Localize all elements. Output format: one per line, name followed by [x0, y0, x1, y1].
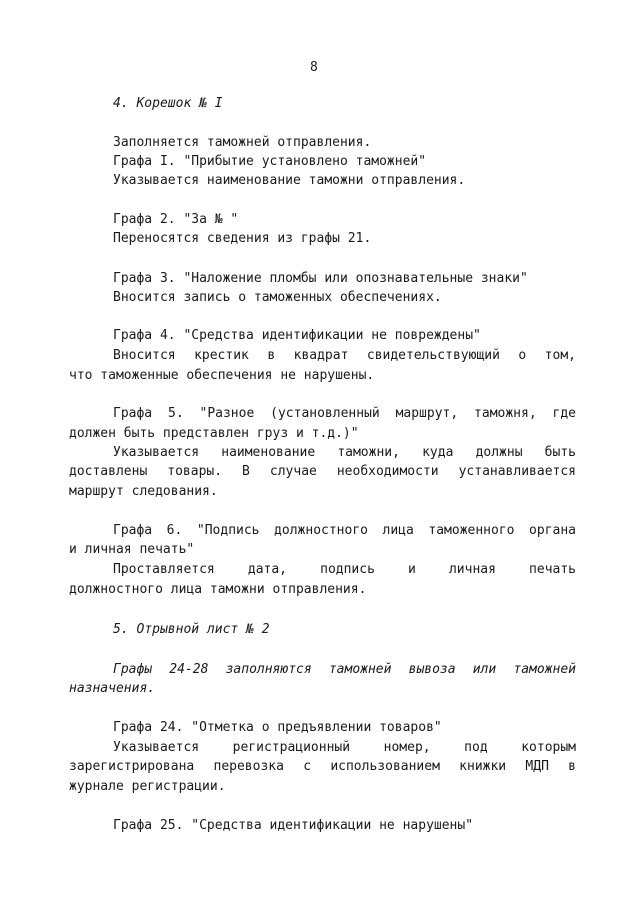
grafa-3-title: Графа 3. "Наложение пломбы или опознавательные знаки"	[113, 271, 528, 286]
grafa-5-title: должен быть представлен груз и т.д.)"	[69, 426, 359, 441]
section-4-heading: 4. Корешок № I	[113, 96, 223, 111]
grafa-24-text: Указывается регистрационный номер, под которым	[113, 740, 576, 755]
grafa-2-text: Переносятся сведения из графы 21.	[113, 231, 372, 246]
grafa-6-title: и личная печать"	[69, 542, 195, 557]
grafa-5-text: Указывается наименование таможни, куда должны быть	[113, 445, 576, 460]
grafa-3-text: Вносится запись о таможенных обеспечениях.	[113, 290, 442, 305]
section-5-intro: назначения.	[69, 681, 156, 696]
grafa-5-title: Графа 5. "Разное (установленный маршрут, таможня, где	[113, 406, 576, 421]
grafa-25-title: Графа 25. "Средства идентификации не нарушены"	[113, 818, 474, 833]
text-line: Указывается наименование таможни отправления.	[113, 173, 466, 188]
grafa-24-title: Графа 24. "Отметка о предъявлении товаров"	[113, 720, 442, 735]
grafa-24-text: журнале регистрации.	[69, 779, 226, 794]
grafa-4-text: что таможенные обеспечения не нарушены.	[69, 368, 375, 383]
grafa-5-text: доставлены товары. В случае необходимости устанавливается	[69, 464, 576, 479]
grafa-4-title: Графа 4. "Средства идентификации не повреждены"	[113, 328, 481, 343]
grafa-6-text: должностного лица таможни отправления.	[69, 582, 367, 597]
section-5-intro: Графы 24-28 заполняются таможней вывоза или таможней	[113, 662, 576, 677]
grafa-2-title: Графа 2. "За № "	[113, 212, 239, 227]
grafa-6-title: Графа 6. "Подпись должностного лица таможенного органа	[113, 523, 576, 538]
grafa-6-text: Проставляется дата, подпись и личная печать	[113, 562, 576, 577]
section-5-heading: 5. Отрывной лист № 2	[113, 622, 270, 637]
text-line: Графа I. "Прибытие установлено таможней"	[113, 154, 427, 169]
grafa-4-text: Вносится крестик в квадрат свидетельствующий о том,	[113, 348, 576, 363]
page-number: 8	[310, 60, 318, 75]
grafa-24-text: зарегистрирована перевозка с использованием книжки МДП в	[69, 759, 576, 774]
text-line: Заполняется таможней отправления.	[113, 135, 372, 150]
grafa-5-text: маршрут следования.	[69, 484, 218, 499]
